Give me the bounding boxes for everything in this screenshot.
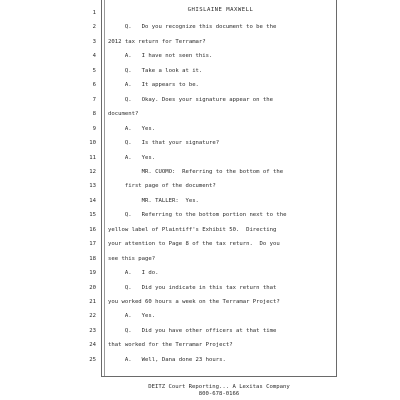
- line-text: A. I do.: [108, 270, 159, 277]
- line-number: 23: [89, 327, 96, 334]
- line-text: you worked 60 hours a week on the Terramar Project?: [108, 299, 280, 305]
- line-text: MR. CUOMO: Referring to the bottom of the: [108, 168, 284, 175]
- footer-company: DEITZ Court Reporting... A Lexitas Company: [148, 384, 290, 390]
- line-number: 16: [89, 226, 96, 233]
- line-number: 3: [92, 38, 96, 45]
- line-text: A. Yes.: [108, 154, 156, 161]
- line-number: 14: [89, 197, 96, 204]
- line-number: 8: [92, 111, 96, 118]
- line-number: 22: [89, 313, 96, 320]
- line-text: Q. Did you have other officers at that time: [108, 327, 277, 334]
- line-text: A. Well, Dana done 23 hours.: [108, 356, 226, 363]
- page-bottom-border: [101, 376, 337, 377]
- line-text: A. Yes.: [108, 313, 156, 320]
- line-number: 1: [92, 10, 96, 16]
- line-text: MR. TALLER: Yes.: [108, 197, 199, 204]
- line-text: yellow label of Plaintiff's Exhibit 50. Directing: [108, 226, 277, 233]
- line-text: your attention to Page 8 of the tax return. Do you: [108, 241, 280, 248]
- line-text: document?: [108, 111, 139, 118]
- line-number: 13: [89, 183, 96, 190]
- line-text: A. Yes.: [108, 125, 156, 132]
- line-text: see this page?: [108, 255, 156, 262]
- footer-phone: 800-678-0166: [198, 391, 240, 397]
- line-text: Q. Okay. Does your signature appear on the: [108, 96, 274, 103]
- line-text: 2012 tax return for Terramar?: [108, 38, 206, 45]
- line-text: that worked for the Terramar Project?: [108, 342, 233, 349]
- line-number: 12: [89, 168, 96, 175]
- deponent-header: GHISLAINE MAXWELL: [187, 7, 254, 13]
- line-number: 21: [89, 299, 96, 305]
- line-number: 19: [89, 270, 96, 277]
- line-number: 4: [92, 53, 96, 60]
- line-number: 15: [89, 212, 96, 219]
- line-number: 20: [89, 284, 96, 291]
- line-text: Q. Do you recognize this document to be the: [108, 24, 277, 31]
- line-number: 6: [92, 82, 96, 89]
- line-text: Q. Take a look at it.: [108, 67, 203, 74]
- line-number: 17: [89, 241, 96, 248]
- line-number: 24: [89, 342, 96, 349]
- line-text: Q. Referring to the bottom portion next to the: [108, 212, 287, 219]
- line-text: Q. Is that your signature?: [108, 140, 220, 147]
- page-left-border: [101, 0, 102, 377]
- line-text: first page of the document?: [108, 183, 216, 190]
- line-number: 25: [89, 356, 96, 363]
- line-number: 9: [92, 125, 96, 132]
- line-text: Q. Did you indicate in this tax return that: [108, 284, 277, 291]
- page-right-border: [336, 0, 337, 377]
- page-left-border-inner: [104, 0, 105, 377]
- line-number: 5: [92, 67, 96, 74]
- line-number: 11: [89, 154, 96, 161]
- line-number: 10: [89, 140, 96, 147]
- line-text: A. I have not seen this.: [108, 53, 213, 60]
- line-number: 18: [89, 255, 96, 262]
- line-number: 2: [92, 24, 96, 31]
- line-text: A. It appears to be.: [108, 82, 199, 89]
- line-number: 7: [92, 96, 96, 103]
